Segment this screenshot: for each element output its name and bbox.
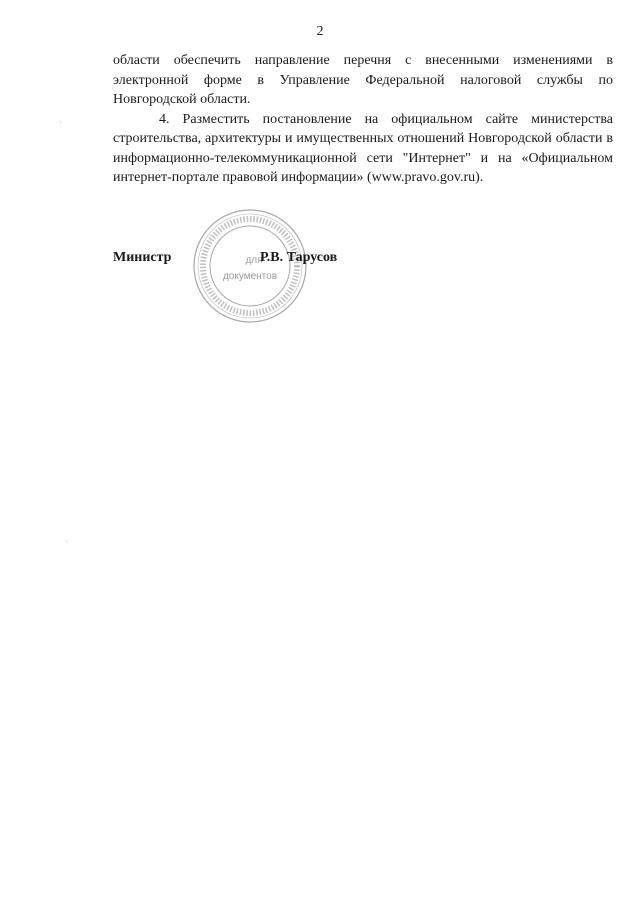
scan-speck	[66, 541, 67, 542]
paragraph-continuation: области обеспечить направление перечня с внесенными изменениями в электронной форме в Управление Федеральной налоговой службы по Новгородской области.	[113, 53, 613, 107]
document-body	[113, 51, 613, 188]
paragraph-4: 4. Разместить постановление на официальном сайте министерства строительства, архитектуры и имущественных отношений Новгородской области в информационно-телекоммуникационной сети "Интернет" и на «Официальном интернет-портале правовой информации» (www.pravo.gov.ru).	[113, 111, 613, 185]
signatory-name: Р.В. Тарусов	[260, 250, 338, 265]
page-number: 2	[316, 24, 324, 39]
scan-speck	[60, 122, 61, 123]
stamp-inner-text-bottom: документов	[222, 271, 278, 282]
official-seal-stamp	[190, 206, 310, 326]
signatory-title: Министр	[113, 250, 172, 265]
stamp-inner-text-top: для	[245, 255, 263, 266]
